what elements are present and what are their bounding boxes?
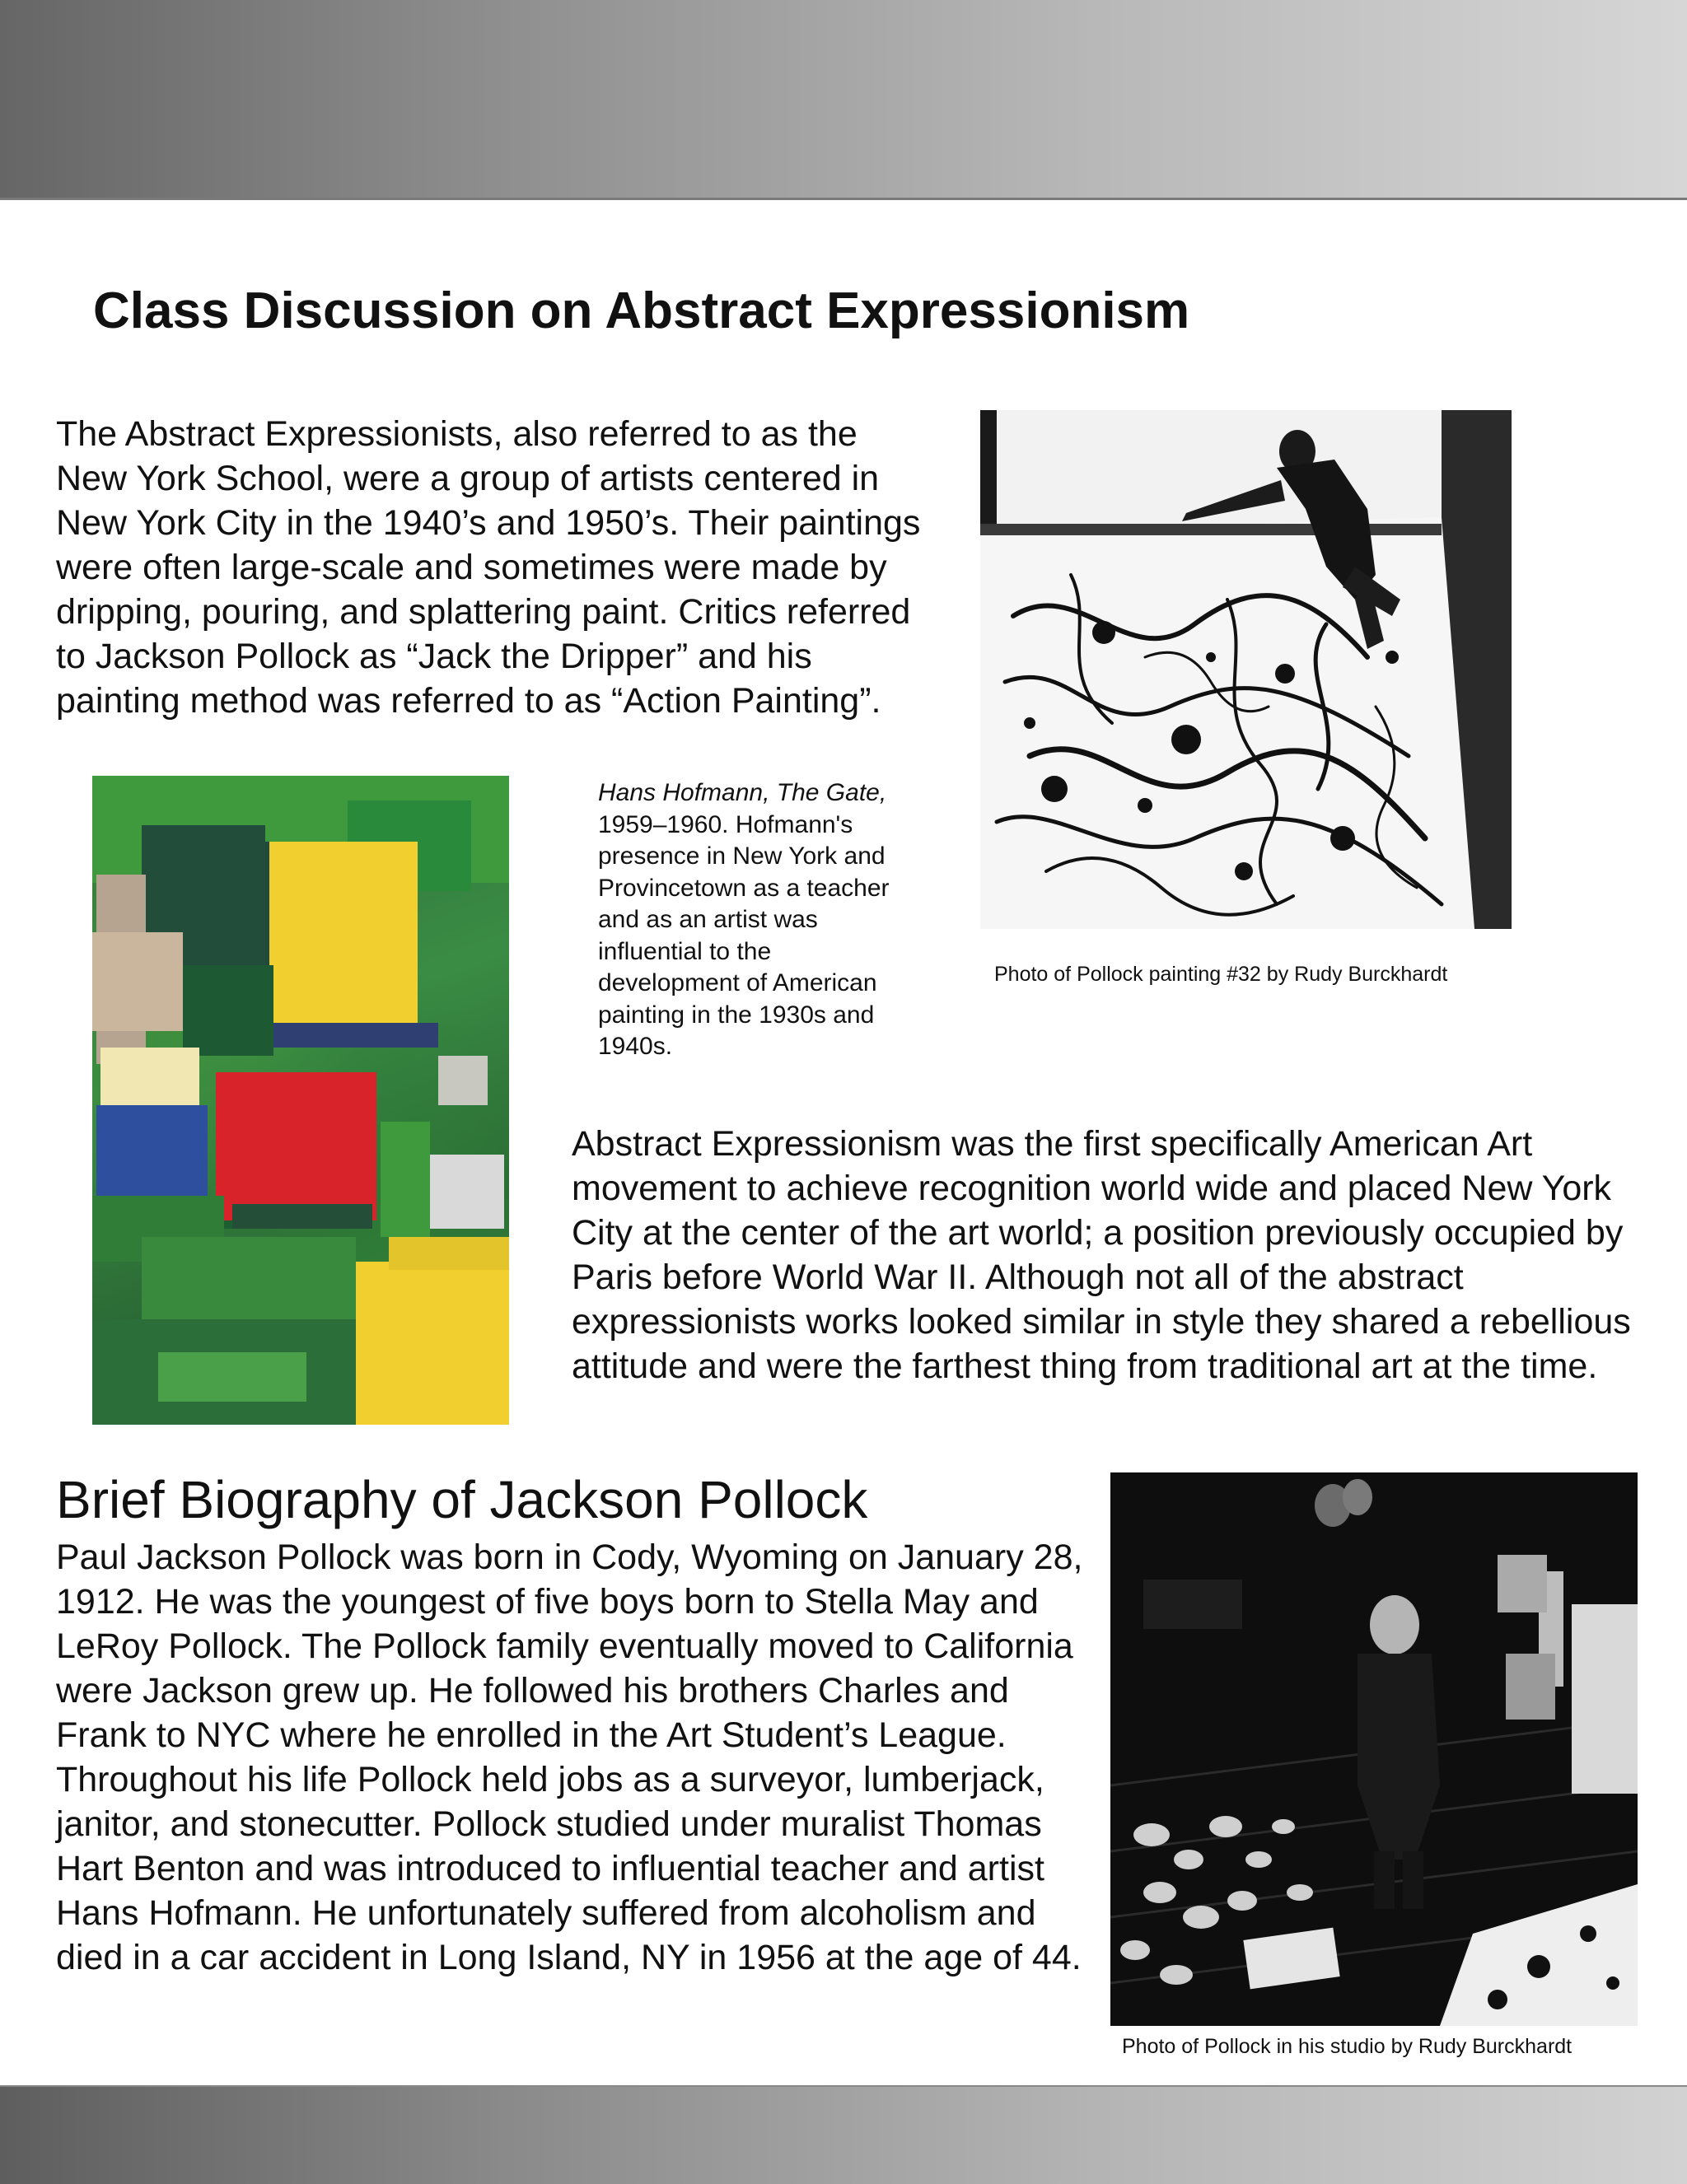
hofmann-caption-title: Hans Hofmann, The Gate, (598, 779, 887, 806)
page-title: Class Discussion on Abstract Expressionism (93, 282, 1190, 339)
biography-heading: Brief Biography of Jackson Pollock (56, 1470, 868, 1529)
hofmann-caption-text: 1959–1960. Hofmann's presence in New York and Provincetown as a teacher and as an artist was influential to the development of American painting in the 1930s and 1940s. (598, 810, 890, 1060)
hofmann-the-gate-painting (92, 776, 509, 1425)
pollock-studio-caption: Photo of Pollock in his studio by Rudy Burckhardt (1122, 2035, 1573, 2058)
header-band (0, 0, 1687, 200)
intro-paragraph: The Abstract Expressionists, also referred to as the New York School, were a group of artists centered in New York City in the 1940’s and 1950’s. Their paintings were often large-scale and sometimes were made by dripping, pouring, and splattering paint. Critics referred to Jackson Pollock as “Jack the Dripper” and his painting method was referred to as “Action Painting”. (56, 414, 921, 721)
hofmann-caption (598, 777, 895, 1063)
pollock-painting-caption: Photo of Pollock painting #32 by Rudy Burckhardt (994, 963, 1448, 986)
footer-band (0, 2085, 1687, 2184)
pollock-studio-photo (1110, 1472, 1638, 2026)
biography-paragraph: Paul Jackson Pollock was born in Cody, Wyoming on January 28, 1912. He was the youngest of five boys born to Stella May and LeRoy Pollock. The Pollock family eventually moved to California were Jackson grew up. He followed his brothers Charles and Frank to NYC where he enrolled in the Art Student’s League. Throughout his life Pollock held jobs as a surveyor, lumberjack, janitor, and stonecutter. Pollock studied under muralist Thomas Hart Benton and was introduced to influential teacher and artist Hans Hofmann. He unfortunately suffered from alcoholism and died in a car accident in Long Island, NY in 1956 at the age of 44. (56, 1538, 1083, 1977)
pollock-painting-photo (980, 410, 1512, 929)
movement-paragraph: Abstract Expressionism was the first specifically American Art movement to achieve recognition world wide and placed New York City at the center of the art world; a position previously occupied by Paris before World War II. Although not all of the abstract expressionists works looked similar in style they shared a rebellious attitude and were the farthest thing from traditional art at the time. (572, 1124, 1631, 1386)
